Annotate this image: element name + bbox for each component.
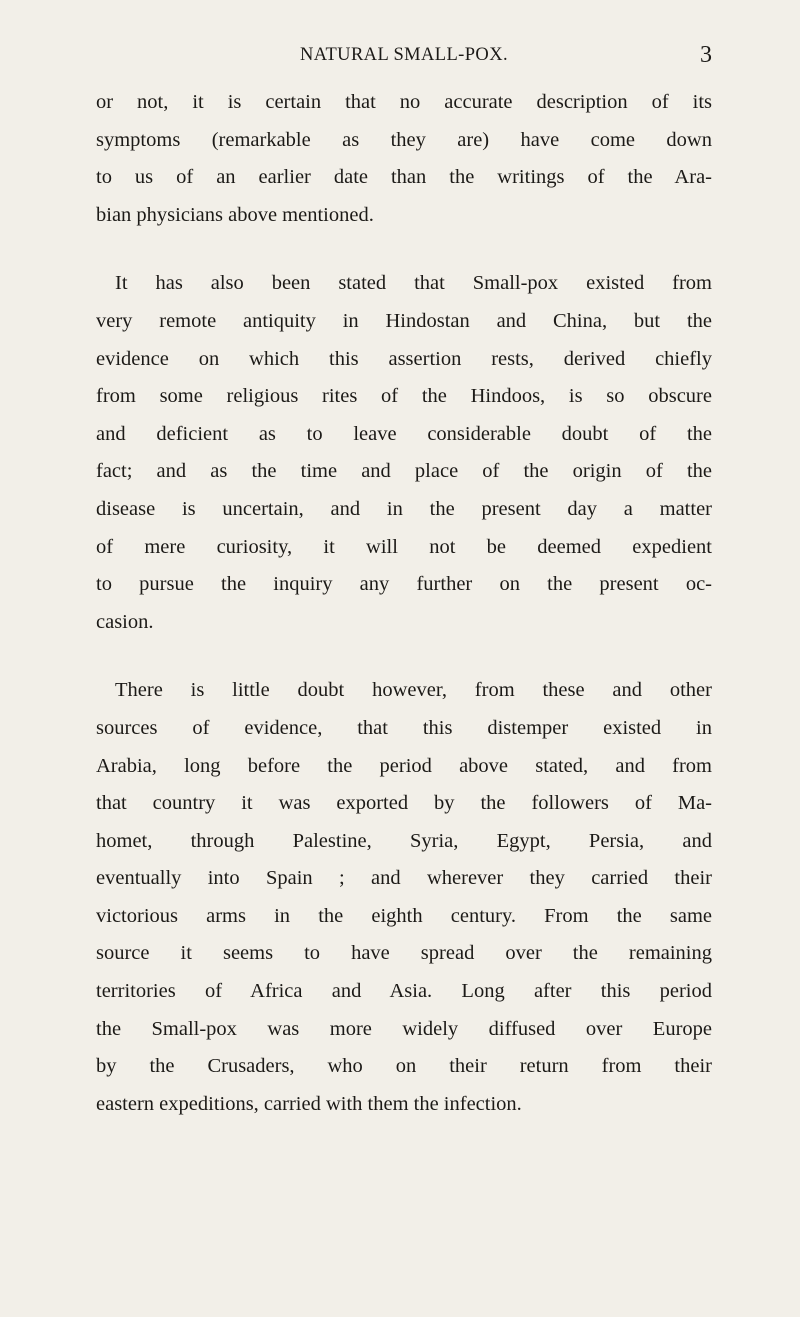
paragraph-2 bbox=[96, 265, 712, 641]
text-line: eventually into Spain ; and wherever they carried their bbox=[96, 867, 712, 890]
text-line: that country it was exported by the followers of Ma- bbox=[96, 792, 712, 815]
text-line: casion. bbox=[96, 610, 154, 633]
text-line: sources of evidence, that this distemper existed in bbox=[96, 716, 712, 739]
text-line: source it seems to have spread over the remaining bbox=[96, 942, 712, 965]
text-line: from some religious rites of the Hindoos, is so obscure bbox=[96, 385, 712, 408]
running-title: NATURAL SMALL-POX. bbox=[300, 45, 508, 65]
text-line: and deficient as to leave considerable doubt of the bbox=[96, 422, 712, 445]
text-line: or not, it is certain that no accurate description of its bbox=[96, 91, 712, 113]
text-line: victorious arms in the eighth century. From the same bbox=[96, 904, 712, 927]
text-line: bian physicians above mentioned. bbox=[96, 203, 374, 226]
paragraph-1 bbox=[96, 84, 712, 234]
text-line: It has also been stated that Small-pox existed from bbox=[115, 272, 712, 295]
text-line: to pursue the inquiry any further on the present oc- bbox=[96, 573, 712, 596]
text-line: very remote antiquity in Hindostan and China, but the bbox=[96, 309, 712, 332]
text-line: disease is uncertain, and in the present day a matter bbox=[96, 497, 712, 520]
text-line: symptoms (remarkable as they are) have come down bbox=[96, 128, 712, 151]
text-line: homet, through Palestine, Syria, Egypt, Persia, and bbox=[96, 829, 712, 852]
text-line: of mere curiosity, it will not be deemed expedient bbox=[96, 535, 712, 558]
text-line: eastern expeditions, carried with them the infection. bbox=[96, 1092, 522, 1115]
paragraph-3 bbox=[96, 672, 712, 1123]
page-number: 3 bbox=[700, 42, 712, 68]
text-line: territories of Africa and Asia. Long after this period bbox=[96, 980, 712, 1003]
text-line: to us of an earlier date than the writings of the Ara- bbox=[96, 166, 712, 189]
running-head bbox=[96, 38, 712, 72]
text-line: by the Crusaders, who on their return from their bbox=[96, 1055, 712, 1078]
text-line: There is little doubt however, from these and other bbox=[115, 679, 712, 702]
body-text bbox=[96, 84, 712, 1123]
text-line: the Small-pox was more widely diffused over Europe bbox=[96, 1017, 712, 1040]
text-line: fact; and as the time and place of the origin of the bbox=[96, 460, 712, 483]
text-line: evidence on which this assertion rests, derived chiefly bbox=[96, 347, 712, 370]
text-line: Arabia, long before the period above stated, and from bbox=[96, 754, 712, 777]
